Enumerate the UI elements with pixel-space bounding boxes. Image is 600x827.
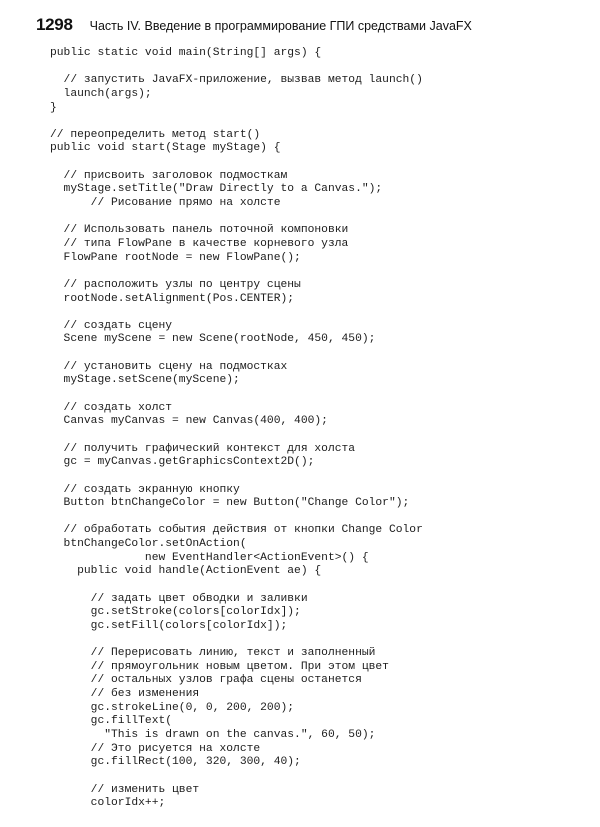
code-line — [50, 211, 423, 225]
code-line: public void handle(ActionEvent ae) { — [50, 565, 322, 578]
code-line: rootNode.setAlignment(Pos.CENTER); — [50, 292, 295, 305]
code-line: // обработать события действия от кнопки Change Color — [50, 524, 423, 537]
running-title: Часть IV. Введение в программирование ГПИ средствами JavaFX — [89, 19, 472, 33]
code-line: Button btnChangeColor = new Button("Change Color"); — [50, 497, 410, 510]
code-line: // задать цвет обводки и заливки — [50, 592, 308, 605]
code-line: gc.strokeLine(0, 0, 200, 200); — [50, 701, 295, 714]
code-line: "This is drawn on the canvas.", 60, 50); — [50, 729, 376, 742]
code-line: // запустить JavaFX-приложение, вызвав метод launch() — [50, 74, 423, 87]
code-listing — [50, 47, 423, 811]
code-line: // Использовать панель поточной компоновки — [50, 224, 349, 237]
code-line: // получить графический контекст для холста — [50, 442, 356, 455]
code-line: public void start(Stage myStage) { — [50, 142, 281, 155]
code-line — [50, 306, 423, 320]
code-line — [50, 265, 423, 279]
code-line — [50, 634, 423, 648]
code-line: // Это рисуется на холсте — [50, 742, 261, 755]
code-line — [50, 770, 423, 784]
code-line: gc.setFill(colors[colorIdx]); — [50, 619, 288, 632]
code-line: // без изменения — [50, 688, 200, 701]
code-line — [50, 511, 423, 525]
page-number: 1298 — [36, 15, 73, 34]
code-line: // Перерисовать линию, текст и заполненный — [50, 647, 376, 660]
code-line: public static void main(String[] args) { — [50, 47, 322, 59]
code-line: // остальных узлов графа сцены останется — [50, 674, 362, 687]
code-line: btnChangeColor.setOnAction( — [50, 538, 247, 551]
code-line — [50, 579, 423, 593]
code-line — [50, 115, 423, 129]
code-line: // создать экранную кнопку — [50, 483, 240, 496]
code-line: Scene myScene = new Scene(rootNode, 450, 450); — [50, 333, 376, 346]
code-line — [50, 429, 423, 443]
code-line — [50, 388, 423, 402]
page-header — [36, 15, 472, 37]
code-line: new EventHandler<ActionEvent>() { — [50, 551, 369, 564]
code-line: // создать сцену — [50, 319, 173, 332]
code-line: myStage.setScene(myScene); — [50, 374, 240, 387]
code-line: // присвоить заголовок подмосткам — [50, 169, 288, 182]
code-line — [50, 61, 423, 75]
code-line: colorIdx++; — [50, 797, 166, 810]
code-line: // Рисование прямо на холсте — [50, 197, 281, 210]
code-line: // создать холст — [50, 401, 173, 414]
code-line: FlowPane rootNode = new FlowPane(); — [50, 251, 301, 264]
code-line — [50, 470, 423, 484]
code-line — [50, 156, 423, 170]
code-line: gc = myCanvas.getGraphicsContext2D(); — [50, 456, 315, 469]
code-line: // изменить цвет — [50, 783, 200, 796]
code-line: // расположить узлы по центру сцены — [50, 278, 301, 291]
code-line: gc.fillText( — [50, 715, 173, 728]
code-line: launch(args); — [50, 87, 152, 100]
code-line: myStage.setTitle("Draw Directly to a Canvas."); — [50, 183, 383, 196]
code-line: // типа FlowPane в качестве корневого узла — [50, 237, 349, 250]
code-line: // прямоугольник новым цветом. При этом цвет — [50, 660, 389, 673]
code-line: Canvas myCanvas = new Canvas(400, 400); — [50, 415, 328, 428]
code-line: // установить сцену на подмостках — [50, 360, 288, 373]
code-line: // переопределить метод start() — [50, 128, 261, 141]
code-line — [50, 347, 423, 361]
code-line: } — [50, 101, 57, 114]
code-line: gc.setStroke(colors[colorIdx]); — [50, 606, 301, 619]
code-line: gc.fillRect(100, 320, 300, 40); — [50, 756, 301, 769]
